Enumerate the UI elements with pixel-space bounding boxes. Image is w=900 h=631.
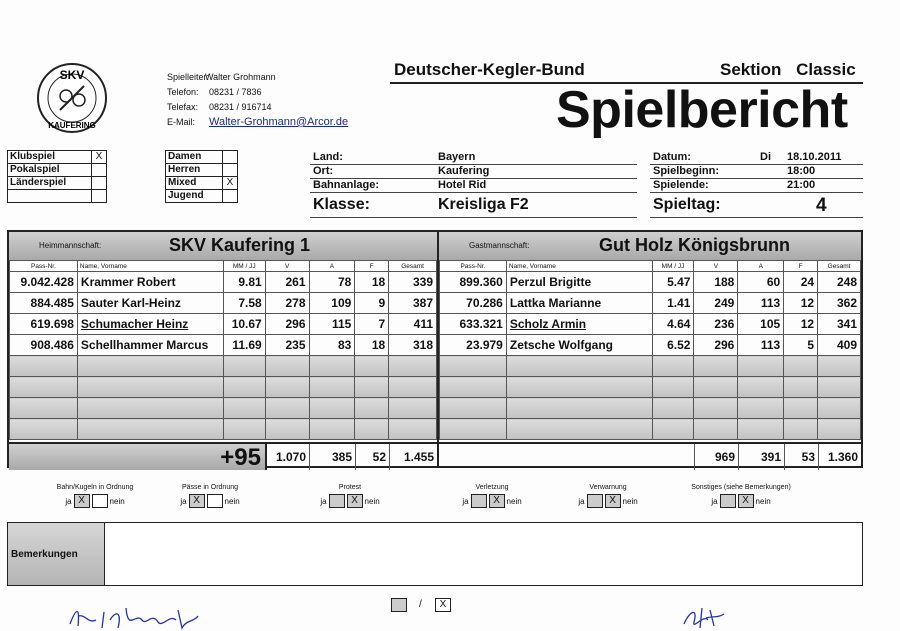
- player-name: Schellhammer Marcus: [77, 335, 223, 356]
- contact-block: [167, 70, 348, 130]
- home-players-table: [9, 260, 437, 440]
- column-header: V: [265, 261, 309, 272]
- pass-nr: 9.042.428: [10, 272, 78, 293]
- home-signature: [66, 602, 206, 631]
- total-gesamt: 1.455: [389, 444, 437, 470]
- abraeumen: 105: [738, 314, 784, 335]
- fehler: 12: [784, 293, 818, 314]
- ja-checkbox[interactable]: [587, 494, 603, 508]
- ja-checkbox[interactable]: [471, 494, 487, 508]
- fehler: 24: [784, 272, 818, 293]
- datum: 18.10.2011: [787, 151, 842, 163]
- mm-jj: 5.47: [652, 272, 694, 293]
- ort: Kaufering: [438, 165, 490, 177]
- pass-nr: 633.321: [440, 314, 507, 335]
- abraeumen: 113: [738, 335, 784, 356]
- nein-checkbox[interactable]: X: [738, 494, 754, 508]
- ja-label: ja: [180, 496, 187, 506]
- guest-signature: [680, 604, 726, 631]
- game-type-label: [8, 190, 92, 203]
- home-label: Heimmannschaft:: [39, 241, 102, 250]
- fehler: 9: [355, 293, 389, 314]
- ja-label: ja: [65, 496, 72, 506]
- check-title: Verwarnung: [589, 484, 627, 491]
- nein-label: nein: [622, 496, 638, 506]
- table-row: [440, 272, 861, 293]
- bottom-checkbox-right[interactable]: X: [435, 598, 451, 612]
- remarks-label: Bemerkungen: [8, 523, 105, 585]
- abraeumen: 83: [309, 335, 355, 356]
- check-verwarnung: [568, 484, 648, 508]
- check-verletzung: [452, 484, 532, 508]
- gesamt: 409: [818, 335, 861, 356]
- empty-row: [10, 398, 437, 419]
- empty-row: [440, 356, 861, 377]
- abraeumen: 60: [738, 272, 784, 293]
- check-title: Pässe in Ordnung: [181, 484, 239, 491]
- volle: 236: [694, 314, 738, 335]
- gesamt: 411: [389, 314, 437, 335]
- column-header: MM / JJ: [652, 261, 694, 272]
- empty-row: [10, 419, 437, 440]
- gesamt: 387: [389, 293, 437, 314]
- player-name: Perzul Brigitte: [506, 272, 652, 293]
- beginn: 18:00: [787, 165, 816, 177]
- check-bahn-kugeln: [40, 484, 150, 508]
- bottom-checkbox-left[interactable]: [391, 598, 407, 612]
- email-label: E-Mail:: [167, 117, 196, 127]
- pass-nr: 70.286: [440, 293, 507, 314]
- organization-name: Deutscher-Kegler-Bund: [394, 60, 585, 79]
- mm-jj: 4.64: [652, 314, 694, 335]
- ja-label: ja: [320, 496, 327, 506]
- nein-checkbox[interactable]: [92, 494, 108, 508]
- abraeumen: 115: [309, 314, 355, 335]
- table-row: [10, 314, 437, 335]
- divider: [650, 217, 863, 218]
- nein-checkbox[interactable]: X: [605, 494, 621, 508]
- guest-players-table: [439, 260, 861, 440]
- column-header: Pass-Nr.: [10, 261, 78, 272]
- player-name: Scholz Armin: [506, 314, 652, 335]
- category-checkbox[interactable]: X: [223, 177, 238, 190]
- home-totals-row: [9, 442, 437, 470]
- fehler: 12: [784, 314, 818, 335]
- datum-day: Di: [760, 151, 771, 163]
- total-abraeumen: 391: [738, 444, 784, 470]
- table-row: [10, 272, 437, 293]
- nein-label: nein: [364, 496, 380, 506]
- spielleiter: Walter Grohmann: [205, 72, 276, 82]
- spieltag: 4: [816, 195, 827, 216]
- category-label: Mixed: [166, 177, 223, 190]
- game-type-table: [7, 150, 107, 203]
- pass-nr: 899.360: [440, 272, 507, 293]
- beginn-label: Spielbeginn:: [653, 165, 719, 177]
- bottom-separator: /: [419, 599, 422, 610]
- klasse-label: Klasse:: [313, 196, 370, 213]
- guest-totals-row: [439, 442, 861, 470]
- page-title: Spielbericht: [556, 81, 848, 139]
- column-header: F: [355, 261, 389, 272]
- ja-label: ja: [578, 496, 585, 506]
- mm-jj: 1.41: [652, 293, 694, 314]
- telefax: 08231 / 916714: [209, 102, 272, 112]
- table-row: [440, 335, 861, 356]
- game-type-checkbox[interactable]: [92, 164, 107, 177]
- divider: [310, 192, 637, 193]
- svg-text:KAUFERING: KAUFERING: [48, 121, 96, 130]
- mm-jj: 7.58: [223, 293, 265, 314]
- check-sonstiges: [676, 484, 806, 508]
- volle: 235: [265, 335, 309, 356]
- remarks-field[interactable]: [106, 523, 862, 585]
- volle: 296: [265, 314, 309, 335]
- nein-label: nein: [506, 496, 522, 506]
- nein-label: nein: [109, 496, 125, 506]
- column-header: V: [694, 261, 738, 272]
- home-header: [9, 232, 437, 261]
- bahn-label: Bahnanlage:: [313, 179, 380, 191]
- ort-label: Ort:: [313, 165, 334, 177]
- empty-row: [440, 398, 861, 419]
- empty-row: [10, 356, 437, 377]
- total-volle: 1.070: [265, 444, 309, 470]
- volle: 278: [265, 293, 309, 314]
- total-gesamt: 1.360: [818, 444, 861, 470]
- guest-team-name: Gut Holz Königsbrunn: [599, 235, 790, 255]
- total-volle: 969: [694, 444, 738, 470]
- nein-checkbox[interactable]: X: [347, 494, 363, 508]
- nein-checkbox[interactable]: [207, 494, 223, 508]
- gesamt: 362: [818, 293, 861, 314]
- ja-label: ja: [711, 496, 718, 506]
- spieltag-label: Spieltag:: [653, 196, 721, 213]
- total-fehler: 52: [355, 444, 389, 470]
- ja-checkbox[interactable]: [329, 494, 345, 508]
- category-table: [165, 150, 238, 203]
- fehler: 5: [784, 335, 818, 356]
- fehler: 18: [355, 272, 389, 293]
- category-checkbox[interactable]: [223, 190, 238, 203]
- game-type-checkbox[interactable]: [92, 177, 107, 190]
- total-abraeumen: 385: [309, 444, 355, 470]
- pass-nr: 908.486: [10, 335, 78, 356]
- column-header: A: [309, 261, 355, 272]
- gesamt: 318: [389, 335, 437, 356]
- telefon: 08231 / 7836: [209, 87, 262, 97]
- email-link[interactable]: Walter-Grohmann@Arcor.de: [209, 116, 349, 128]
- spielleiter-label: Spielleiter:: [167, 72, 210, 82]
- check-title: Bahn/Kugeln in Ordnung: [56, 484, 134, 491]
- gesamt: 339: [389, 272, 437, 293]
- bahn: Hotel Rid: [438, 179, 487, 191]
- telefon-label: Telefon:: [167, 87, 199, 97]
- gesamt: 248: [818, 272, 861, 293]
- table-row: [10, 335, 437, 356]
- player-name: Zetsche Wolfgang: [506, 335, 652, 356]
- ende-label: Spielende:: [653, 179, 709, 191]
- ja-checkbox[interactable]: X: [74, 494, 90, 508]
- table-row: [10, 293, 437, 314]
- empty-row: [440, 377, 861, 398]
- category-label: Jugend: [166, 190, 223, 203]
- datum-label: Datum:: [653, 151, 691, 163]
- svg-text:SKV: SKV: [59, 68, 85, 82]
- score-difference: +95: [220, 444, 261, 471]
- abraeumen: 109: [309, 293, 355, 314]
- remarks-box: [7, 522, 863, 586]
- column-header: F: [784, 261, 818, 272]
- abraeumen: 113: [738, 293, 784, 314]
- divider: [310, 217, 637, 218]
- check-paesse: [160, 484, 260, 508]
- land: Bayern: [438, 151, 476, 163]
- column-header: Gesamt: [818, 261, 861, 272]
- player-name: Schumacher Heinz: [77, 314, 223, 335]
- category-label: Herren: [166, 164, 223, 177]
- nein-label: nein: [224, 496, 240, 506]
- sektion: Sektion Classic: [720, 60, 856, 79]
- category-label: Damen: [166, 151, 223, 164]
- game-type-label: Klubspiel: [8, 151, 92, 164]
- category-checkbox[interactable]: [223, 164, 238, 177]
- empty-row: [10, 377, 437, 398]
- column-header: A: [738, 261, 784, 272]
- table-row: [440, 293, 861, 314]
- pass-nr: 23.979: [440, 335, 507, 356]
- column-header: Name, Vorname: [77, 261, 223, 272]
- mm-jj: 6.52: [652, 335, 694, 356]
- fehler: 18: [355, 335, 389, 356]
- player-name: Sauter Karl-Heinz: [77, 293, 223, 314]
- volle: 249: [694, 293, 738, 314]
- column-header: MM / JJ: [223, 261, 265, 272]
- category-checkbox[interactable]: [223, 151, 238, 164]
- volle: 188: [694, 272, 738, 293]
- empty-row: [440, 419, 861, 440]
- pass-nr: 619.698: [10, 314, 78, 335]
- ja-label: ja: [462, 496, 469, 506]
- guest-header: [439, 232, 861, 261]
- column-header: Pass-Nr.: [440, 261, 507, 272]
- game-type-label: Pokalspiel: [8, 164, 92, 177]
- diff-cell: [9, 444, 265, 470]
- home-team-name: SKV Kaufering 1: [169, 235, 311, 255]
- volle: 261: [265, 272, 309, 293]
- check-protest: [310, 484, 390, 508]
- ja-checkbox[interactable]: X: [189, 494, 205, 508]
- total-fehler: 53: [784, 444, 818, 470]
- game-type-checkbox[interactable]: X: [92, 151, 107, 164]
- column-header: Gesamt: [389, 261, 437, 272]
- ende: 21:00: [787, 179, 816, 191]
- klasse: Kreisliga F2: [438, 196, 529, 213]
- column-header: Name, Vorname: [506, 261, 652, 272]
- score-table: [7, 230, 863, 471]
- game-type-label: Länderspiel: [8, 177, 92, 190]
- nein-checkbox[interactable]: X: [489, 494, 505, 508]
- check-title: Verletzung: [475, 484, 509, 491]
- guest-label: Gastmannschaft:: [469, 241, 530, 250]
- mm-jj: 11.69: [223, 335, 265, 356]
- land-label: Land:: [313, 151, 343, 163]
- player-name: Lattka Marianne: [506, 293, 652, 314]
- player-name: Krammer Robert: [77, 272, 223, 293]
- guest-team-panel: [439, 232, 861, 466]
- fehler: 7: [355, 314, 389, 335]
- home-team-panel: [9, 232, 439, 471]
- volle: 296: [694, 335, 738, 356]
- mm-jj: 10.67: [223, 314, 265, 335]
- telefax-label: Telefax:: [167, 102, 199, 112]
- club-logo: [36, 62, 108, 134]
- check-title: Protest: [338, 484, 362, 491]
- nein-label: nein: [755, 496, 771, 506]
- game-type-checkbox[interactable]: [92, 190, 107, 203]
- mm-jj: 9.81: [223, 272, 265, 293]
- abraeumen: 78: [309, 272, 355, 293]
- pass-nr: 884.485: [10, 293, 78, 314]
- divider: [650, 192, 863, 193]
- table-row: [440, 314, 861, 335]
- gesamt: 341: [818, 314, 861, 335]
- ja-checkbox[interactable]: [720, 494, 736, 508]
- check-title: Sonstiges (siehe Bemerkungen): [691, 484, 791, 491]
